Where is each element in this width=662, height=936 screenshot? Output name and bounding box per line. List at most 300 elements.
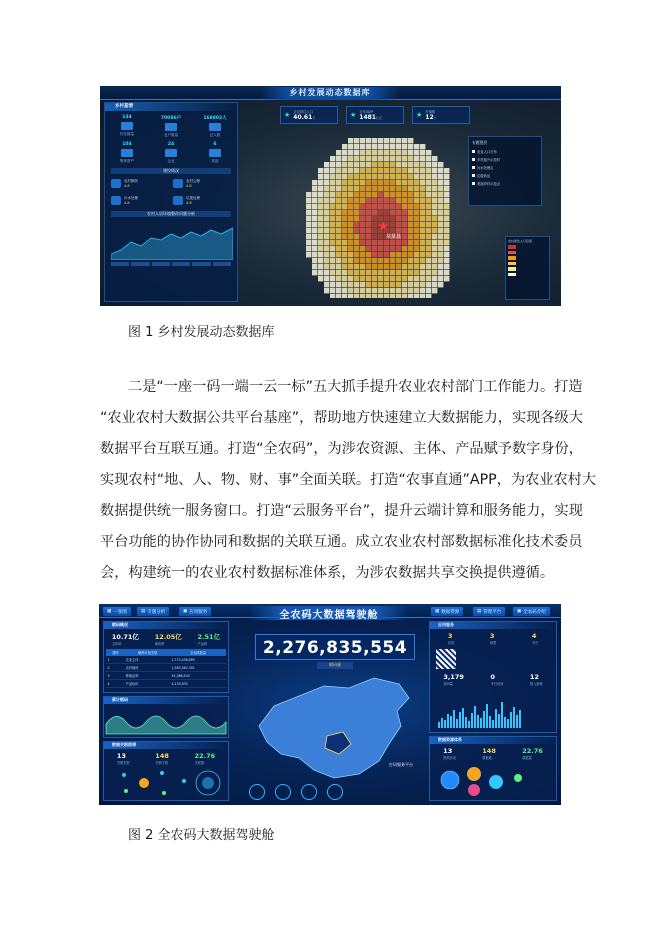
visit-bar: [474, 706, 476, 728]
heat-cell: [360, 258, 365, 263]
heat-cell: [396, 222, 401, 227]
heat-cell: [426, 156, 431, 161]
heat-cell: [420, 186, 425, 191]
heat-cell: [402, 138, 407, 143]
heat-cell: [402, 288, 407, 293]
visit-bar: [447, 714, 449, 728]
heat-cell: [348, 240, 353, 245]
heat-cell: [414, 222, 419, 227]
heat-cell: [438, 258, 443, 263]
visit-bar: [471, 713, 473, 728]
heat-cell: [396, 210, 401, 215]
density-scale: 农村常住人口密度: [505, 236, 550, 300]
heat-cell: [378, 150, 383, 155]
visit-bar: [501, 702, 503, 728]
heat-cell: [378, 240, 383, 245]
heat-cell: [312, 216, 317, 221]
heat-cell: [342, 204, 347, 209]
heat-cell: [444, 276, 449, 281]
heat-cell: [360, 276, 365, 281]
heat-cell: [444, 216, 449, 221]
heat-cell: [366, 234, 371, 239]
heat-cell: [432, 162, 437, 167]
paragraph-line: “农业农村大数据公共平台基座”，帮助地方快速建立大数据能力，实现各级大: [100, 410, 583, 426]
heat-cell: [378, 186, 383, 191]
heat-cell: [420, 150, 425, 155]
heat-cell: [318, 210, 323, 215]
heat-cell: [324, 258, 329, 263]
heat-cell: [318, 186, 323, 191]
heat-cell: [342, 234, 347, 239]
heat-cell: [354, 282, 359, 287]
heat-cell: [414, 228, 419, 233]
heat-cell: [366, 228, 371, 233]
heat-cell: [384, 138, 389, 143]
heat-cell: [432, 264, 437, 269]
heat-cell: [360, 240, 365, 245]
heat-cell: [390, 246, 395, 251]
china-map-shape: [259, 678, 409, 778]
heat-cell: [342, 270, 347, 275]
visit-bar: [465, 717, 467, 728]
village-basics-header: 乡村基情: [105, 103, 237, 111]
heat-cell: [432, 192, 437, 197]
heat-cell: [414, 156, 419, 161]
heat-cell: [336, 252, 341, 257]
heat-cell: [354, 258, 359, 263]
nav-intro-button[interactable]: ▣ 全农码介绍: [513, 607, 550, 616]
heat-cell: [378, 144, 383, 149]
township-card: ★ 乡镇数 12个: [412, 106, 470, 124]
heat-cell: [330, 276, 335, 281]
county-marker-star: ★: [378, 219, 389, 233]
heat-cell: [408, 252, 413, 257]
heat-cell: [360, 180, 365, 185]
heat-cell: [408, 156, 413, 161]
heat-cell: [396, 174, 401, 179]
heat-cell: [426, 270, 431, 275]
heat-cell: [324, 228, 329, 233]
figure-2-title: 全农码大数据驾驶舱: [249, 606, 409, 620]
heat-cell: [306, 204, 311, 209]
construction-item: 农村厕所 4.8: [111, 176, 169, 190]
legend-item[interactable]: 污水处理点: [472, 165, 538, 170]
dial[interactable]: [327, 784, 343, 800]
heat-cell: [378, 204, 383, 209]
visit-bar: [516, 715, 518, 728]
heat-cell: [324, 270, 329, 275]
heat-cell: [366, 198, 371, 203]
heat-cell: [432, 204, 437, 209]
heat-cell: [384, 210, 389, 215]
heat-cell: [354, 204, 359, 209]
legend-item[interactable]: 农业人口分布: [472, 149, 538, 154]
heat-cell: [324, 168, 329, 173]
table-row: 2 农村地块 1,563,562,301: [106, 664, 225, 672]
heat-cell: [354, 222, 359, 227]
heat-cell: [348, 216, 353, 221]
heat-cell: [366, 150, 371, 155]
legend-item[interactable]: 乡村振兴示范村: [472, 157, 538, 162]
heat-cell: [378, 270, 383, 275]
nav-analysis-button[interactable]: ▤ 专题分析: [137, 607, 169, 616]
heat-cell: [324, 204, 329, 209]
heat-cell: [426, 204, 431, 209]
star-icon: ★: [416, 110, 423, 119]
heat-cell: [342, 288, 347, 293]
heat-cell: [324, 282, 329, 287]
heat-cell: [354, 174, 359, 179]
figure-1-dashboard-screenshot: [100, 86, 561, 306]
dial[interactable]: [301, 784, 317, 800]
heat-cell: [432, 276, 437, 281]
heat-cell: [444, 222, 449, 227]
heat-cell: [324, 252, 329, 257]
heat-cell: [444, 204, 449, 209]
heat-cell: [408, 210, 413, 215]
heat-cell: [342, 180, 347, 185]
heat-cell: [324, 198, 329, 203]
construction-item: 污水处理 4.8: [111, 193, 169, 207]
chart-tab[interactable]: [172, 262, 190, 266]
heat-cell: [438, 180, 443, 185]
cumulative-wave: [106, 716, 226, 734]
heat-cell: [408, 288, 413, 293]
heat-cell: [438, 282, 443, 287]
dial[interactable]: [275, 784, 291, 800]
visit-bar: [507, 719, 509, 728]
heat-cell: [336, 186, 341, 191]
paragraph-line: 实现农村“地、人、物、财、事”全面关联。打造“农事直通”APP，为农业农村大: [100, 472, 597, 488]
heat-cell: [330, 258, 335, 263]
heat-cell: [348, 204, 353, 209]
heat-cell: [360, 228, 365, 233]
heat-cell: [360, 174, 365, 179]
heat-cell: [348, 246, 353, 251]
visit-bar: [513, 707, 515, 728]
chart-tab[interactable]: [131, 262, 149, 266]
heat-cell: [336, 264, 341, 269]
heat-cell: [372, 264, 377, 269]
heat-cell: [378, 198, 383, 203]
heat-cell: [354, 228, 359, 233]
heat-cell: [318, 204, 323, 209]
heat-cell: [396, 252, 401, 257]
heat-cell: [432, 258, 437, 263]
heat-cell: [312, 228, 317, 233]
heat-cell: [372, 204, 377, 209]
heat-cell: [372, 156, 377, 161]
nav-data-button[interactable]: ▦ 数据资源: [431, 607, 463, 616]
heat-cell: [408, 270, 413, 275]
resource-bubble: [489, 775, 503, 789]
heat-cell: [402, 162, 407, 167]
sewage-icon: [111, 196, 121, 205]
heat-cell: [408, 180, 413, 185]
heat-cell: [336, 174, 341, 179]
heat-cell: [354, 192, 359, 197]
heat-cell: [384, 204, 389, 209]
heat-cell: [372, 228, 377, 233]
heat-cell: [426, 210, 431, 215]
heat-cell: [366, 222, 371, 227]
visit-bar: [498, 714, 500, 728]
heat-cell: [420, 162, 425, 167]
heat-cell: [372, 234, 377, 239]
heat-cell: [366, 276, 371, 281]
heat-cell: [432, 180, 437, 185]
people-icon: [209, 123, 221, 131]
legend-item[interactable]: 美丽乡村示范点: [472, 181, 538, 186]
heat-cell: [342, 216, 347, 221]
heat-cell: [342, 240, 347, 245]
heat-cell: [414, 162, 419, 167]
heat-cell: [426, 180, 431, 185]
heat-cell: [306, 216, 311, 221]
nav-platform-button[interactable]: ▤ 管理平台: [473, 607, 505, 616]
heat-cell: [414, 294, 419, 298]
heat-cell: [366, 156, 371, 161]
heat-cell: [354, 270, 359, 275]
chart-tab[interactable]: [152, 262, 170, 266]
app-services-panel: 应用服务 3 应用 3 场景 4 平台 3,179 访问量 0 今日访问 12 接入系统: [429, 621, 557, 733]
heat-cell: [402, 186, 407, 191]
heat-cell: [420, 198, 425, 203]
dial[interactable]: [249, 784, 265, 800]
heat-cell: [396, 228, 401, 233]
heat-cell: [390, 258, 395, 263]
garbage-icon: [173, 196, 183, 205]
heat-cell: [402, 198, 407, 203]
heat-cell: [330, 228, 335, 233]
heat-cell: [318, 198, 323, 203]
heat-cell: [306, 192, 311, 197]
heat-cell: [366, 252, 371, 257]
visit-bar: [504, 717, 506, 728]
coding-table: 排序 赋码对象类型 全农码数量 1 农业主体 1,713,456,895 2 农村地块 1,563,562,301 3 种植品种 45,366,543 4 产品标识 4,135,635: [106, 649, 225, 688]
heat-cell: [420, 210, 425, 215]
heat-cell: [372, 258, 377, 263]
visit-bar: [477, 715, 479, 728]
heat-cell: [390, 276, 395, 281]
heat-cell: [438, 276, 443, 281]
heat-cell: [408, 168, 413, 173]
heat-cell: [336, 198, 341, 203]
heat-cell: [324, 180, 329, 185]
figure-1-caption: 图 1 乡村发展动态数据库: [128, 325, 275, 340]
visit-bar: [459, 712, 461, 728]
heat-cell: [402, 174, 407, 179]
heat-cell: [324, 222, 329, 227]
heat-cell: [372, 210, 377, 215]
heat-cell: [396, 186, 401, 191]
heat-cell: [444, 198, 449, 203]
heat-cell: [414, 264, 419, 269]
heat-cell: [342, 282, 347, 287]
heat-cell: [396, 216, 401, 221]
heat-cell: [420, 252, 425, 257]
heat-cell: [390, 138, 395, 143]
heat-cell: [396, 156, 401, 161]
heat-cell: [444, 168, 449, 173]
heat-cell: [342, 192, 347, 197]
heat-cell: [360, 288, 365, 293]
heat-cell: [402, 192, 407, 197]
heat-cell: [402, 264, 407, 269]
heat-cell: [354, 168, 359, 173]
heat-cell: [372, 246, 377, 251]
heat-cell: [396, 168, 401, 173]
heat-cell: [438, 168, 443, 173]
heat-cell: [420, 144, 425, 149]
heat-cell: [372, 222, 377, 227]
heat-cell: [402, 180, 407, 185]
heat-cell: [426, 174, 431, 179]
heat-cell: [426, 282, 431, 287]
body-paragraph: [100, 372, 598, 589]
heat-cell: [372, 192, 377, 197]
heat-cell: [390, 252, 395, 257]
heat-cell: [414, 210, 419, 215]
heat-cell: [330, 162, 335, 167]
heat-cell: [318, 180, 323, 185]
heat-cell: [336, 150, 341, 155]
environment-area: [111, 228, 233, 260]
heat-cell: [408, 192, 413, 197]
heat-cell: [384, 240, 389, 245]
paragraph-line: 数据提供统一服务窗口。打造“云服务平台”，提升云端计算和服务能力，实现: [100, 503, 583, 519]
heat-cell: [420, 216, 425, 221]
heat-cell: [336, 258, 341, 263]
heat-cell: [372, 144, 377, 149]
heat-cell: [336, 156, 341, 161]
nav-map-button[interactable]: ▦ 一张图: [103, 607, 131, 616]
heat-cell: [342, 222, 347, 227]
figure-2-dashboard-screenshot: [99, 604, 561, 805]
heat-cell: [378, 168, 383, 173]
heat-cell: [384, 162, 389, 167]
heat-cell: [360, 210, 365, 215]
heat-cell: [444, 246, 449, 251]
heat-cell: [390, 240, 395, 245]
heat-cell: [312, 270, 317, 275]
heat-cell: [390, 216, 395, 221]
table-row: 4 产品标识 4,135,635: [106, 680, 225, 688]
heat-cell: [306, 222, 311, 227]
chart-tab[interactable]: [192, 262, 210, 266]
heat-cell: [342, 276, 347, 281]
heat-cell: [402, 246, 407, 251]
heat-cell: [354, 144, 359, 149]
legend-item[interactable]: 垃圾转运: [472, 173, 538, 178]
heat-cell: [384, 288, 389, 293]
graph-node: [122, 773, 126, 777]
heat-cell: [354, 162, 359, 167]
heat-cell: [342, 156, 347, 161]
heat-cell: [408, 150, 413, 155]
chart-tab[interactable]: [213, 262, 231, 266]
heat-cell: [312, 246, 317, 251]
heat-cell: [378, 162, 383, 167]
heat-cell: [330, 180, 335, 185]
heat-cell: [336, 294, 341, 298]
heat-cell: [390, 270, 395, 275]
heat-cell: [408, 174, 413, 179]
nav-services-button[interactable]: ▣ 应用服务: [179, 607, 211, 616]
heat-cell: [444, 252, 449, 257]
heat-cell: [354, 138, 359, 143]
heat-cell: [426, 276, 431, 281]
heat-cell: [324, 264, 329, 269]
heat-cell: [342, 246, 347, 251]
platform-icon: ▤: [477, 609, 482, 614]
environment-chart-title: 农村人居环境整改问题分析: [111, 211, 231, 217]
heat-cell: [318, 270, 323, 275]
heat-cell: [318, 276, 323, 281]
heat-cell: [378, 264, 383, 269]
heat-cell: [372, 240, 377, 245]
heat-cell: [372, 270, 377, 275]
heat-cell: [426, 150, 431, 155]
heat-cell: [366, 204, 371, 209]
stat-population: 169802人 总人数: [203, 116, 227, 137]
heat-cell: [390, 192, 395, 197]
heat-cell: [318, 264, 323, 269]
heat-cell: [378, 174, 383, 179]
heat-cell: [414, 282, 419, 287]
heat-cell: [408, 234, 413, 239]
visit-bar: [468, 721, 470, 728]
heat-cell: [414, 198, 419, 203]
heat-cell: [420, 270, 425, 275]
heat-cell: [348, 276, 353, 281]
construction-item: 农村公厕 4.8: [173, 176, 231, 190]
heat-cell: [330, 270, 335, 275]
heat-cell: [354, 276, 359, 281]
heat-cell: [348, 186, 353, 191]
heat-cell: [402, 258, 407, 263]
heat-cell: [348, 174, 353, 179]
public-toilet-icon: [173, 179, 183, 188]
heat-cell: [366, 258, 371, 263]
heat-cell: [372, 168, 377, 173]
heat-cell: [420, 192, 425, 197]
heat-cell: [414, 276, 419, 281]
heat-cell: [414, 216, 419, 221]
table-row: 1 农业主体 1,713,456,895: [106, 656, 225, 664]
heat-cell: [324, 216, 329, 221]
heat-cell: [444, 258, 449, 263]
heat-cell: [318, 174, 323, 179]
heat-cell: [348, 198, 353, 203]
heat-cell: [336, 234, 341, 239]
stat-other: 6 其他: [196, 142, 234, 164]
heat-cell: [330, 216, 335, 221]
heat-cell: [432, 174, 437, 179]
heat-cell: [408, 282, 413, 287]
heat-cell: [432, 216, 437, 221]
chart-tab[interactable]: [111, 262, 129, 266]
resource-bubble: [514, 774, 522, 782]
heat-cell: [432, 186, 437, 191]
heat-cell: [336, 270, 341, 275]
heat-cell: [360, 246, 365, 251]
heat-cell: [396, 144, 401, 149]
heat-cell: [420, 228, 425, 233]
data-icon: ▦: [435, 609, 440, 614]
heat-cell: [414, 204, 419, 209]
resource-bubble: [441, 771, 459, 789]
